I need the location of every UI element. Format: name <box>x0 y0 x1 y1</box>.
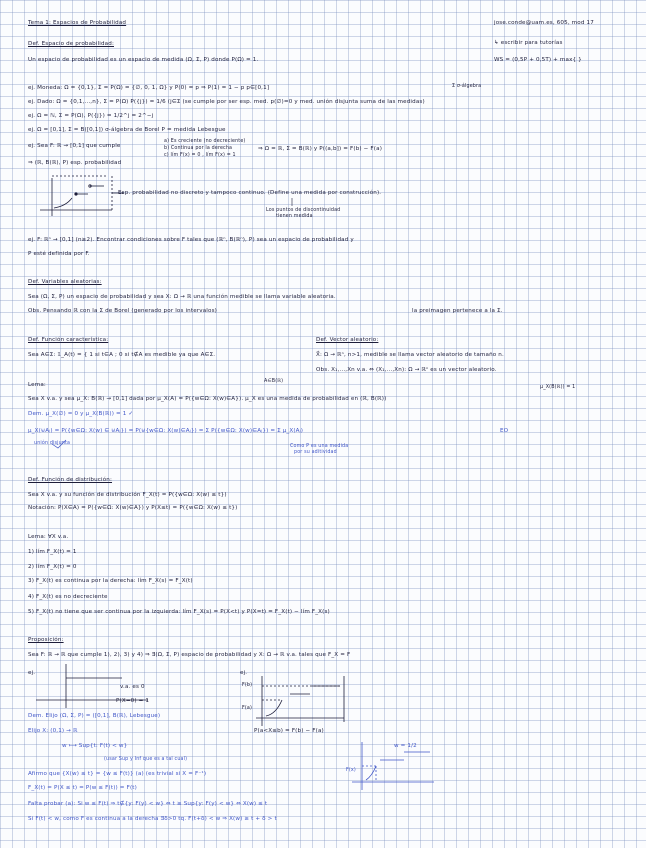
lema1-mu1: μ_X(B(ℝ)) = 1 <box>540 385 576 390</box>
contact-email: jose.conde@uam.es, 605, mod 17 <box>494 20 594 26</box>
lema1-como: Como P es una medida <box>290 444 349 449</box>
sigma-note: Σ σ-álgebra <box>452 84 482 89</box>
cond-a: a) Es creciente (no decreciente) <box>164 139 246 144</box>
def-va-body: Sea (Ω, Σ, P) un espacio de probabilidad y sea X: Ω → ℝ una función medible se llama variable aleatoria. <box>28 294 336 300</box>
lema2-3: 3) F_X(t) es continua por la derecha: lím F_X(s) = F_X(t) <box>28 578 193 584</box>
lema1-body: Sea X v.a. y sea μ_X: B(ℝ) → [0,1] dada por μ_X(A) = P({w∈Ω: X(w)∈A}). μ_X es una medida de probabilidad en (ℝ, B(ℝ)) <box>28 396 387 402</box>
lema1-como2: por su aditividad <box>294 450 337 455</box>
prop-w12: w = 1/2 <box>394 743 417 749</box>
def-fd-body: Sea X v.a. y su función de distribución F_X(t) = P({w∈Ω: X(w) ≤ t}) <box>28 492 227 498</box>
prop-afirmo: Afirmo que {X(w) ≤ t} = {w ≤ F(t)} (a) (es trivial si X = F⁻¹) <box>28 771 207 777</box>
def-prob-body: Un espacio de probabilidad es un espacio de medida (Ω, Σ, P) donde P(Ω) = 1. <box>28 57 259 63</box>
inverse-graph <box>352 742 434 790</box>
prop-map-note: (usar Sup y Inf que es a tal cual) <box>104 757 188 762</box>
saltos-note-2: tienen medida <box>276 214 313 219</box>
def-fd-title: Def. Función de distribución: <box>28 477 113 483</box>
ej-naturals: ej. Ω = ℕ, Σ = P(Ω), P({j}) = 1/2^j = 2^−j <box>28 113 154 119</box>
ej-moneda: ej. Moneda: Ω = {0,1}, Σ = P(Ω) = {∅, 0, 1, Ω} y P(0) = p ⇒ P(1) = 1 − p p∈[0,1] <box>28 85 270 91</box>
def-fc-title: Def. Función característica: <box>28 337 109 343</box>
vector-obs: Obs. X₁,...,Xn v.a. ⇔ (X₁,...,Xn): Ω → ℝⁿ es un vector aleatorio. <box>316 367 497 373</box>
prop-ej-left: ej. <box>28 670 36 676</box>
distribution-graph <box>256 676 344 726</box>
ej-fn-2: P esté definida por F. <box>28 251 90 257</box>
cond-c: c) lím F(x) = 0 , lím F(x) = 1 <box>164 153 236 158</box>
va-obs-2: la preimagen pertenece a la Σ. <box>412 308 503 314</box>
prop-va0: v.a. es 0 <box>120 684 145 690</box>
def-va-title: Def. Variables aleatorias: <box>28 279 102 285</box>
tutor-note: ↳ escribir para tutorías <box>494 40 563 46</box>
cond-b: b) Continua por la derecha <box>164 146 233 151</box>
topic-title: Tema 1: Espacios de Probabilidad <box>28 20 127 26</box>
lema2-1: 1) lím F_X(t) = 1 <box>28 549 77 555</box>
va-obs: Obs. Pensando ℝ con la Σ de Borel (generado por los intervalos) <box>28 308 217 314</box>
def-fd-notation: Notación: P(X∈A) = P({w∈Ω: X(w)∈A}) y P(X≤t) = P({w∈Ω: X(w) ≤ t}) <box>28 505 238 511</box>
def-fc-body: Sea A∈Σ: 𝟙_A(t) = { 1 si t∈A ; 0 si t∉A es medible ya que A∈Σ. <box>28 352 216 358</box>
lema2-title: Lema: ∀X v.a. <box>28 534 69 540</box>
lema1-eo: EO <box>500 428 509 434</box>
lema2-2: 2) lím F_X(t) = 0 <box>28 564 77 570</box>
prop-ej-right: ej. <box>240 670 248 676</box>
ej-sea-f: ej. Sea F: ℝ → [0,1] que cumple <box>28 143 121 149</box>
lema2-5: 5) F_X(t) no tiene que ser continua por la izquierda: lím F_X(s) = P(X<t) y P(X=t) = F_X(t) − lím F_X(s) <box>28 609 330 615</box>
prop-dem: Dem. Elijo (Ω, Σ, P) = ([0,1], B(ℝ), Lebesgue) <box>28 713 161 719</box>
def-prob-title: Def. Espacio de probabilidad: <box>28 41 114 47</box>
prop-elijo: Elijo X: (0,1) → ℝ <box>28 728 78 734</box>
lema1-union: unión disjunta <box>34 441 71 446</box>
lema1-ab: A∈B(ℝ) <box>264 379 284 384</box>
def-vector-body: X⃗: Ω → ℝⁿ, n>1, medible se llama vector aleatorio de tamaño n. <box>316 352 504 358</box>
graph-label-fa: F(a) <box>242 706 253 711</box>
step-function-graph <box>40 176 124 216</box>
prop-body: Sea F: ℝ → ℝ que cumple 1), 2), 3) y 4) ⇒ ∃(Ω, Σ, P) espacio de probabilidad y X: Ω → ℝ v.a. tales que F_X = F <box>28 652 351 658</box>
lema1-dem: Dem. μ_X(∅) = 0 y μ_X(B(ℝ)) = 1 ✓ <box>28 411 134 417</box>
ej-dado: ej. Dado: Ω = {0,1,...,n}, Σ = P(Ω) P({j}) = 1/6 (j∈Σ (se cumple por ser esp. med. p(∅)=0 y med. unión disjunta suma de las medidas) <box>28 99 425 105</box>
prop-title: Proposición: <box>28 637 64 643</box>
saltos-note: Los puntos de discontinuidad <box>266 208 341 213</box>
ej-then: ⇒ Ω = ℝ, Σ = B(ℝ) y P((a,b]) = F(b) − F(a) <box>258 146 383 152</box>
graph-note: Esp. probabilidad no discreto y tampoco continuo. (Define una medida por construcción). <box>118 190 382 196</box>
ej-fn: ej. F: ℝⁿ → [0,1] (n≥2). Encontrar condiciones sobre F tales que (ℝⁿ, B(ℝⁿ), P) sea un espacio de probabilidad y <box>28 237 354 243</box>
lema1-title: Lema: <box>28 382 46 388</box>
prop-px0: P(X=0) = 1 <box>116 698 150 704</box>
lema1-line: μ_X(⊎Aⱼ) = P({w∈Ω: X(w) ∈ ⊎Aⱼ}) = P(⊎{w∈Ω: X(w)∈Aⱼ}) = Σ P({w∈Ω: X(w)∈Aⱼ}) = Σ μ_X(Aⱼ) <box>28 428 304 434</box>
ws-formula: WS = (0,5P + 0,5T) + max{ } <box>494 57 582 63</box>
prop-map: w ⟼ Sup{t: F(t) < w} <box>62 743 128 749</box>
ej-borel: ej. Ω = [0,1], Σ = B([0,1]) σ-álgebra de Borel P = medida Lebesgue <box>28 127 226 133</box>
graph-label-fb: F(b) <box>242 683 253 688</box>
prop-fxt: F_X(t) = P(X ≤ t) = P(w ≤ F(t)) = F(t) <box>28 785 137 791</box>
ej-triple: ⇒ (ℝ, B(ℝ), P) esp. probabilidad <box>28 160 122 166</box>
prop-fx: F(x) <box>346 768 356 773</box>
def-vector-title: Def. Vector aleatorio: <box>316 337 379 343</box>
prop-graph2: P(a<X≤b) = F(b) − F(a) <box>254 728 324 734</box>
prop-si: Si F(t) < w, como F es continua a la derecha ∃δ>0 tq. F(t+δ) < w ⇒ X(w) ≥ t + δ > t <box>28 816 277 822</box>
lema2-4: 4) F_X(t) es no decreciente <box>28 594 108 600</box>
prop-falta: Falta probar (a): Si w ≤ F(t) ⇒ t∉{y: F(y) < w} ⇔ t ≥ Sup{y: F(y) < w} ⇔ X(w) ≤ t <box>28 801 268 807</box>
